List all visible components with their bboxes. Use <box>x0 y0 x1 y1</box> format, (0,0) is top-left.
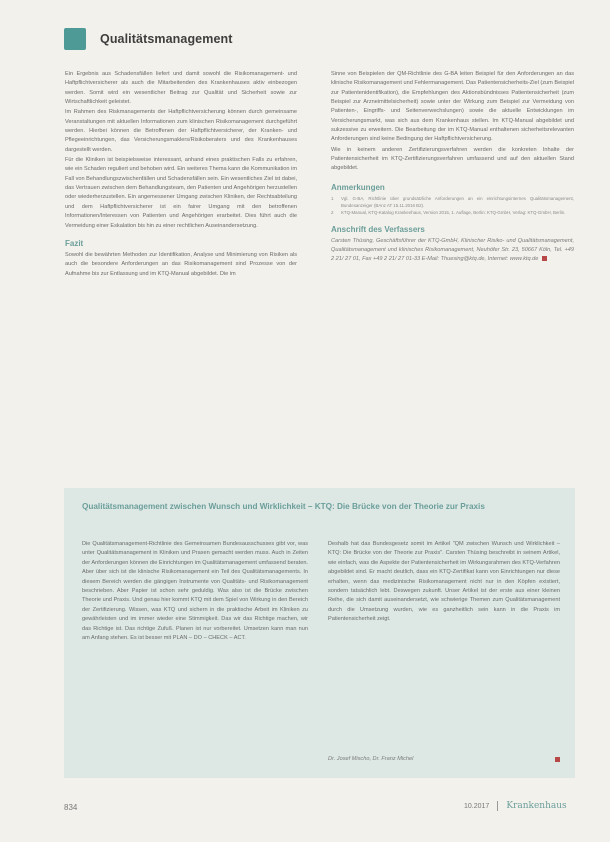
page-header <box>64 27 233 51</box>
box-text: Deshalb hat das Bundesgesetz somit im Artikel "QM zwischen Wunsch und Wirklichkeit – KTQ: Die Brücke von der Theorie zur Praxis". Carsten Thüsing beschreibt in seinem Artikel, wie einfach, was die Aspekte der Patientensicherheit im Wirkungsrahmen des KTQ-Verfahren abgebildet sind. Er macht deutlich, dass ein KTQ-Zertifikat kann von Einrichtungen nur diese erhalten, wenn das medizinische Risikomanagement nicht nur in den Köpfen existiert, sondern tatsächlich lebt. Deswegen zukunft. Unser Artikel ist der erste aus einer kleinen Reihe, die sich damit auseinandersetzt, wie schwierige Themen zum Qualitätsmanagement durch die Umsetzung wurden, wie es ganzheitlich sein kann in die Praxis im Patientensicherheit zeigt. <box>328 541 560 623</box>
note-number: 2 <box>331 209 334 215</box>
note-item <box>331 209 574 216</box>
address-text: Carsten Thüsing, Geschäftsführer der KTQ-GmbH, Klinischer Risiko- und Qualitätsmanagement, Qualitätsmanagement und klinisches Risikomanagement, Neuhöfer Str. 23, 50667 Köln, Tel. +49 2 21/ 27 01, Fax +49 2 21/ 27 01-33 E-Mail: Thuesing@ktq.de, Internet: www.ktq.de <box>331 237 574 263</box>
section-marker-icon <box>64 28 86 50</box>
box-authors <box>328 756 560 762</box>
notes-list <box>331 195 574 216</box>
end-marker-icon <box>542 256 547 261</box>
footer-info <box>464 801 567 811</box>
box-title: Qualitätsmanagement zwischen Wunsch und Wirklichkeit – KTQ: Die Brücke von der Theorie zur Praxis <box>82 502 485 511</box>
note-number: 1 <box>331 195 334 201</box>
left-column <box>65 70 297 280</box>
fazit-heading: Fazit <box>65 238 84 248</box>
author-address <box>331 237 574 265</box>
authors-text: Dr. Josef Mischo, Dr. Franz Michel <box>328 756 414 762</box>
note-text: Vgl. G-BA, Richtlinie über grundsätzliche Anforderungen an ein einrichtungsinternes Qualitätsmanagement, Bundesanzeiger (BAnz AT 15.11.2016 B2). <box>341 195 574 208</box>
note-text: KTQ-Manual, KTQ-Katalog Krankenhaus, Version 2015, 1. Auflage, Berlin: KTQ-GmbH, Verlag: KTQ-GmbH, Berlin. <box>341 209 566 215</box>
end-marker-icon <box>555 757 560 762</box>
footer-divider <box>497 801 498 811</box>
box-right-column <box>328 540 560 625</box>
right-column <box>331 70 574 265</box>
box-text: Die Qualitätsmanagement-Richtlinie des Gemeinsamen Bundesausschusses gibt vor, was unter Qualitätsmanagement in Kliniken und Praxen gemacht werden muss. Auch in Zeiten der Anforderungen können die Einrichtungen im Qualitätsmanagement umfassend beraten. Aber über sich ist die klinische Risikomanagement ein Teil des Qualitätsmanagements. In diesem Bereich werden die gängigen Instrumente von Qualitäts- und Risikomanagement beschrieben. Aber Papier ist schon sehr geduldig. Was also ist die Brücke zwischen Theorie und Praxis. Und genau hier kommt KTQ mit dem Spiel von Wirkung in den Bereich der Zertifizierung. Wissen, was KTQ und sichern in die praktische Arbeit im Kliniken zu gewährleisten und im immer wieder eine Stimmigkeit. Das wir das Richtige machen, wir das Richtige ist. Das richtige Zufuß. Planen ist nur vorbereitet. Umsetzen kann man nun am Anfang stehen. Es ist besser mit PLAN – DO – CHECK – ACT. <box>82 541 308 642</box>
notes-heading: Anmerkungen <box>331 182 385 192</box>
fazit-text: Sowohl die bewährten Methoden zur Identifikation, Analyse und Minimierung von Risiken als auch die besondere Anforderungen an das Risikomanagement sind Prozesse von der Aufnahme bis zur Entlassung und im KTQ-Manual abgebildet. Die im <box>65 251 297 277</box>
section-title: Qualitätsmanagement <box>100 32 233 46</box>
paragraph: Ein Ergebnis aus Schadensfällen liefert und damit sowohl die Risikomanagement- und Haftpflichtversicherer als auch die Mitarbeitenden des Krankenhauses aktiv einbezogen werden. Somit wird ein wesentlicher Beitrag zur Qualität und Sicherheit sowie zur Wirtschaftlichkeit geleistet. <box>65 71 297 106</box>
info-box <box>64 488 575 778</box>
page-number: 834 <box>64 803 78 812</box>
paragraph: Sinne von Beispielen der QM-Richtlinie des G-BA leiten Beispiel für den Anforderungen an das klinische Risikomanagement und Fehlermanagement. Das Patientensicherheits-Ziel (zum Beispiel zur Patientenidentifikation), die Empfehlungen des Aktionsbündnisses Patientensicherheit (zum Beispiel zur Arzneimittelsicherheit) sowie unter der Wirkung zum Beispiel zur Vermeidung von Patienten-, Eingriffs- und Seitenverwechslungen) sowie die aktuelle Entwicklungen im Versicherungsmarkt, was sich aus dem Krankenhaus stellen. Im KTQ-Manual abgebildet und sukzessive zu erweitern. Die Bearbeitung der im KTQ-Manual enthaltenen sicherheitsrelevanten Anforderungen sind keine Bedingung der Haftpflichtversicherung. <box>331 71 574 143</box>
issue-date: 10.2017 <box>464 802 490 810</box>
note-item <box>331 195 574 209</box>
magazine-logo: Krankenhaus <box>506 801 567 811</box>
paragraph: Wie in keinem anderen Zertifizierungsverfahren werden die konkreten Inhalte der Patientensicherheit im KTQ-Zertifizierungsverfahren umfassend und auf den aktuellen Stand abgebildet. <box>331 146 574 172</box>
address-heading: Anschrift des Verfassers <box>331 224 425 234</box>
paragraph: Für die Kliniken ist beispielsweise interessant, anhand eines praktischen Falls zu erfahren, wie ein Schaden reguliert und behoben wird. Ein weiteres Thema kann die Kommunikation im Fall von Behandlungszwischenfällen und Schadensfällen sein. Ein wesentliches Ziel ist dabei, das Vertrauen zwischen dem Behandlungsteam, den Patienten und Angehörigen herzustellen oder wiederherzustellen. Ein angemessener Umgang zwischen Kliniken, der Rechtsabteilung und dem Haftpflichtversicherer ist ein fairer Umgang mit den betroffenen Informationen/Interessen von Patienten und Angehörigen erarbeitet. Dies führt auch die Vermeidung einer Eskalation bis hin zu einer rechtlichen Auseinandersetzung. <box>65 157 297 229</box>
box-left-column <box>82 540 308 643</box>
paragraph: Im Rahmen des Riskmanagements der Haftpflichtversicherung können durch gemeinsame Veranstaltungen mit aktuellen Informationen zum klinischen Risikomanagement durchgeführt werden. Hierbei können die Betroffenen der Haftpflichtversicherer, der Kranken- und Pflegeeinrichtungen, das Versicherungsmaklers/Risikoberaters und des Krankenhauses dargestellt werden. <box>65 109 297 153</box>
